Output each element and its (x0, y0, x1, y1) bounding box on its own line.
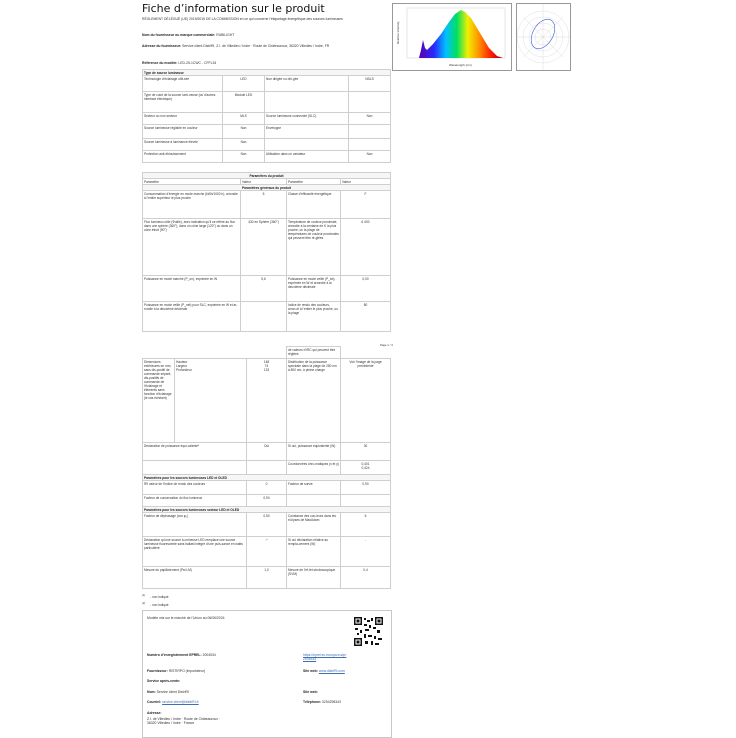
value-cell: 30 (341, 443, 391, 461)
dimensions-table (142, 346, 391, 589)
param-cell: Mesure du papillotement (Pst LM) (143, 567, 247, 589)
light-source-type-table (142, 69, 391, 163)
param-cell: R9 valeur de l’indice de rendu des couleurs (143, 481, 247, 495)
param-cell (287, 495, 341, 507)
aftersales-label: Service après-vente: (147, 679, 181, 683)
value-cell (349, 125, 391, 139)
eprel-number-label: Numéro d’enregistrement EPREL: (147, 653, 202, 657)
table-row (143, 92, 391, 113)
value-cell (349, 92, 391, 113)
model-reference-row (142, 61, 216, 65)
column-header: Paramètre (287, 179, 341, 185)
footnote-text: - non indiqué (150, 595, 169, 600)
value-cell: 6 (341, 513, 391, 537)
value-cell: 0,50 (247, 513, 287, 537)
table-row (143, 125, 391, 139)
eprel-number-value: 2004534 (202, 653, 216, 657)
section-title: Paramètres pour les sources lumineuses LED et OLED (143, 475, 391, 481)
table-row (143, 513, 391, 537)
param-cell: Protection anti-éblouissement (143, 151, 223, 163)
table-row (143, 495, 391, 507)
spectrum-svg (393, 4, 511, 70)
polar-svg (517, 4, 570, 70)
table-row (143, 537, 391, 567)
param-cell: Si oui déclaration relative au rempla-cement (W) (287, 537, 341, 567)
param-cell: Type de culot de la source lumi-neuse (ou d’autres interface électrique) (143, 92, 223, 113)
contact-name-value: Service client DistriRI (156, 690, 189, 694)
footnote-mark: (1) (142, 594, 146, 597)
table-row (143, 567, 391, 589)
height-label: Hauteur (176, 359, 188, 364)
website-label: Site web: (303, 669, 318, 673)
table-row (143, 481, 391, 495)
param-cell (265, 92, 349, 113)
value-cell: 5 (241, 191, 287, 219)
table-row (143, 302, 391, 332)
dimension-labels (175, 359, 247, 443)
value-cell: 5,6 (241, 276, 287, 302)
supplier-name-row (142, 33, 234, 37)
website-label-2: Site web: (303, 690, 318, 694)
param-cell: Classe d’efficacité énergétique (287, 191, 341, 219)
value-cell (349, 139, 391, 151)
param-cell: Si oui, puissance équivalente (W) (287, 443, 341, 461)
table-row (143, 113, 391, 125)
value-cell (247, 461, 287, 475)
param-cell: Température de couleur proximale, arrondie à la centaine de K la plus proche, ou la plage de températures de couleur proximales qui peuvent être ré-glées (287, 219, 341, 276)
value-cell (341, 495, 391, 507)
value-cell: MLS (223, 113, 265, 125)
param-cell: Technologie d’éclairage utili-sée (143, 76, 223, 92)
value-cell: Module LED (223, 92, 265, 113)
table-row (143, 461, 391, 475)
market-date: Modèle mis sur le marché de l’Union au 06/06/2024 (147, 616, 225, 620)
param-cell: Flux lumineux utile (Φutile), avec indication qu’il se réfère au flux dans une sphère (360°), dans un cône large (120°) ou dans un cône étroit (90°) (143, 219, 241, 276)
value-cell: Non (349, 113, 391, 125)
column-header: Paramètre (143, 179, 241, 185)
value-cell: NDLS (349, 76, 391, 92)
value-cell: 0,401 0,424 (341, 461, 391, 475)
address-label: Adresse: (147, 711, 162, 715)
value-cell: Voir l’image de la page précédente (341, 359, 391, 443)
param-cell: Déclaration qu’une source lu-mineuse LED remplace une source lumineuse fluorescente sans ballast intégré d’une puis-sance en watts particulière (143, 537, 247, 567)
param-cell: Utilisation dans un variateur (265, 151, 349, 163)
value-cell: 0 (247, 481, 287, 495)
param-cell: Enveloppe (265, 125, 349, 139)
param-cell: de valeurs d’IRC qui peuvent être réglées (287, 347, 341, 359)
y-axis-label: Relative intensity (396, 21, 400, 44)
section-title: Paramètres pour les sources lumineuses secteur LED et OLED (143, 507, 391, 513)
param-cell: Source lumineuse à luminance élevée (143, 139, 223, 151)
table-row (143, 219, 391, 276)
param-cell: Dimensions extérieures en mm, sans dis-positif de commande séparé, dis-positifs de commande de l’éclairage et éléments sans fonction d’éclairage (le cas échéant) (143, 359, 175, 443)
table-row (143, 191, 391, 219)
phone-label: Téléphone: (303, 700, 322, 704)
width-value: 74 (264, 363, 269, 368)
param-cell: Puissance en mode marche (P_on), exprimée en W (143, 276, 241, 302)
param-cell: Secteur ou non secteur (143, 113, 223, 125)
param-cell: Constance des cou-leurs dans les el-lipses de MacAdam (287, 513, 341, 537)
email-label: Courriel: (147, 700, 162, 704)
supplier-address-label: Adresse du fournisseur: (142, 44, 182, 48)
value-cell: - (341, 537, 391, 567)
email-link[interactable]: service.client@distriRI.fr (162, 700, 199, 704)
value-cell: -* (247, 537, 287, 567)
value-cell: 430 en Sphère (360°) (241, 219, 287, 276)
value-cell: Non (223, 125, 265, 139)
value-cell: 0,00 (341, 276, 391, 302)
table-row (143, 443, 391, 461)
eprel-card (142, 610, 392, 738)
value-cell: Non (223, 139, 265, 151)
section-title: Type de source lumineuse (143, 70, 391, 76)
x-axis-label: Wavelength (nm) (449, 63, 472, 67)
param-cell: Consommation d’énergie en mode marche (kWh/1000 h), arrondie à l’entier supérieur le plus proche (143, 191, 241, 219)
param-cell: Indice de rendu des couleurs, arron-di à l’entier le plus proche, ou la plage (287, 302, 341, 332)
value-cell: 80 (341, 302, 391, 332)
param-cell: Mesure de l’ef-fet stroboscopique (SVM) (287, 567, 341, 589)
value-cell: 0,4 (341, 567, 391, 589)
polar-light-distribution (516, 3, 571, 71)
contact-name-label: Nom: (147, 690, 156, 694)
table-row (143, 151, 391, 163)
regulation-text: RÈGLEMENT DÉLÉGUÉ (UE) 2019/2015 DE LA COMMISSION en ce qui concerne l’étiquetage énergétique des sources lumineuses (142, 17, 343, 21)
address-value: Z.I. de Villedieu / Indre · Route de Châteauroux · 36320 Villedieu / Indre · France (147, 717, 221, 725)
product-parameters-table (142, 172, 391, 332)
supplier-address-value: Service client DistriRI, Z.I. de Villedieu / Indre · Route de Châteauroux, 36320 Villedieu / Indre, FR (182, 44, 330, 48)
page-title: Fiche d’information sur le produit (142, 2, 325, 15)
phone-value: 0254298343 (322, 700, 341, 704)
table-row (143, 359, 391, 443)
section-title: Paramètres du produit (143, 173, 391, 179)
empty-cell (143, 347, 287, 359)
value-cell: LED (223, 76, 265, 92)
param-cell: Distribution de la puissance spectrale dans la plage de 250 nm à 800 nm, à pleine charge (287, 359, 341, 443)
param-cell: Coordonnées chro-matiques (x et y) (287, 461, 341, 475)
param-cell: Facteur de déphasage (cos φ₁) (143, 513, 247, 537)
supplier-name-value: RUBILIGHT (216, 33, 235, 37)
eprel-link[interactable]: https://eprel.ec.europa.eu/qr/2004534 (303, 653, 347, 661)
value-cell: Non (349, 151, 391, 163)
table-row (143, 139, 391, 151)
model-value: LED-25-1CWC - CFFL34 (178, 61, 217, 65)
param-cell: Facteur de conservation du flux lumineux (143, 495, 247, 507)
value-cell: F (341, 191, 391, 219)
table-row (143, 76, 391, 92)
qr-code-icon (353, 616, 384, 647)
website-link[interactable]: www.distriRI.com (318, 669, 345, 673)
param-cell: Puissance en mode veille (P_sb), exprimée en W et arrondie à la deuxième décimale (287, 276, 341, 302)
footnote-text: - non indiqué (150, 603, 169, 608)
qr-svg (353, 616, 384, 647)
footnote-2 (142, 602, 169, 607)
footnote-mark: (2) (142, 602, 146, 605)
param-cell: Facteur de survie (287, 481, 341, 495)
param-cell (143, 461, 247, 475)
footnote-1 (142, 594, 169, 599)
column-header: Valeur (241, 179, 287, 185)
supplier-label: Fournisseur: (147, 669, 168, 673)
param-cell: Déclaration de puissance équi-valente* (143, 443, 247, 461)
value-cell (241, 302, 287, 332)
supplier-value: RISTIRPO (importateur) (168, 669, 206, 673)
value-cell: Non (223, 151, 265, 163)
value-cell: 6 400 (341, 219, 391, 276)
value-cell: Oui (247, 443, 287, 461)
height-value: 148 (263, 359, 270, 364)
depth-label: Profondeur (176, 367, 192, 372)
supplier-name-label: Nom du fournisseur ou marque commerciale: (142, 33, 216, 37)
model-label: Référence du modèle: (142, 61, 178, 65)
spectral-distribution-chart (392, 3, 512, 71)
table-row (143, 347, 391, 359)
table-row (143, 276, 391, 302)
empty-cell (341, 347, 391, 359)
value-cell: 0,90 (341, 481, 391, 495)
value-cell: 1,0 (247, 567, 287, 589)
section-title: Paramètres généraux du produit (143, 185, 391, 191)
dimension-values (247, 359, 287, 443)
param-cell: Source lumineuse connectée (SLC) (265, 113, 349, 125)
param-cell: Puissance en mode veille (P_net) pour SLC, exprimée en W et ar-rondie à la deuxième décimale (143, 302, 241, 332)
supplier-address-row (142, 44, 387, 48)
param-cell: Non dirigée ou diri-gée (265, 76, 349, 92)
page-number: Page 1 / 3 (380, 343, 393, 347)
spectrum-area (419, 10, 503, 58)
width-label: Largeur (176, 363, 187, 368)
column-header: Valeur (341, 179, 391, 185)
param-cell (265, 139, 349, 151)
value-cell: 0,90 (247, 495, 287, 507)
param-cell: Source lumineuse réglable en couleur (143, 125, 223, 139)
depth-value: 133 (263, 367, 270, 372)
